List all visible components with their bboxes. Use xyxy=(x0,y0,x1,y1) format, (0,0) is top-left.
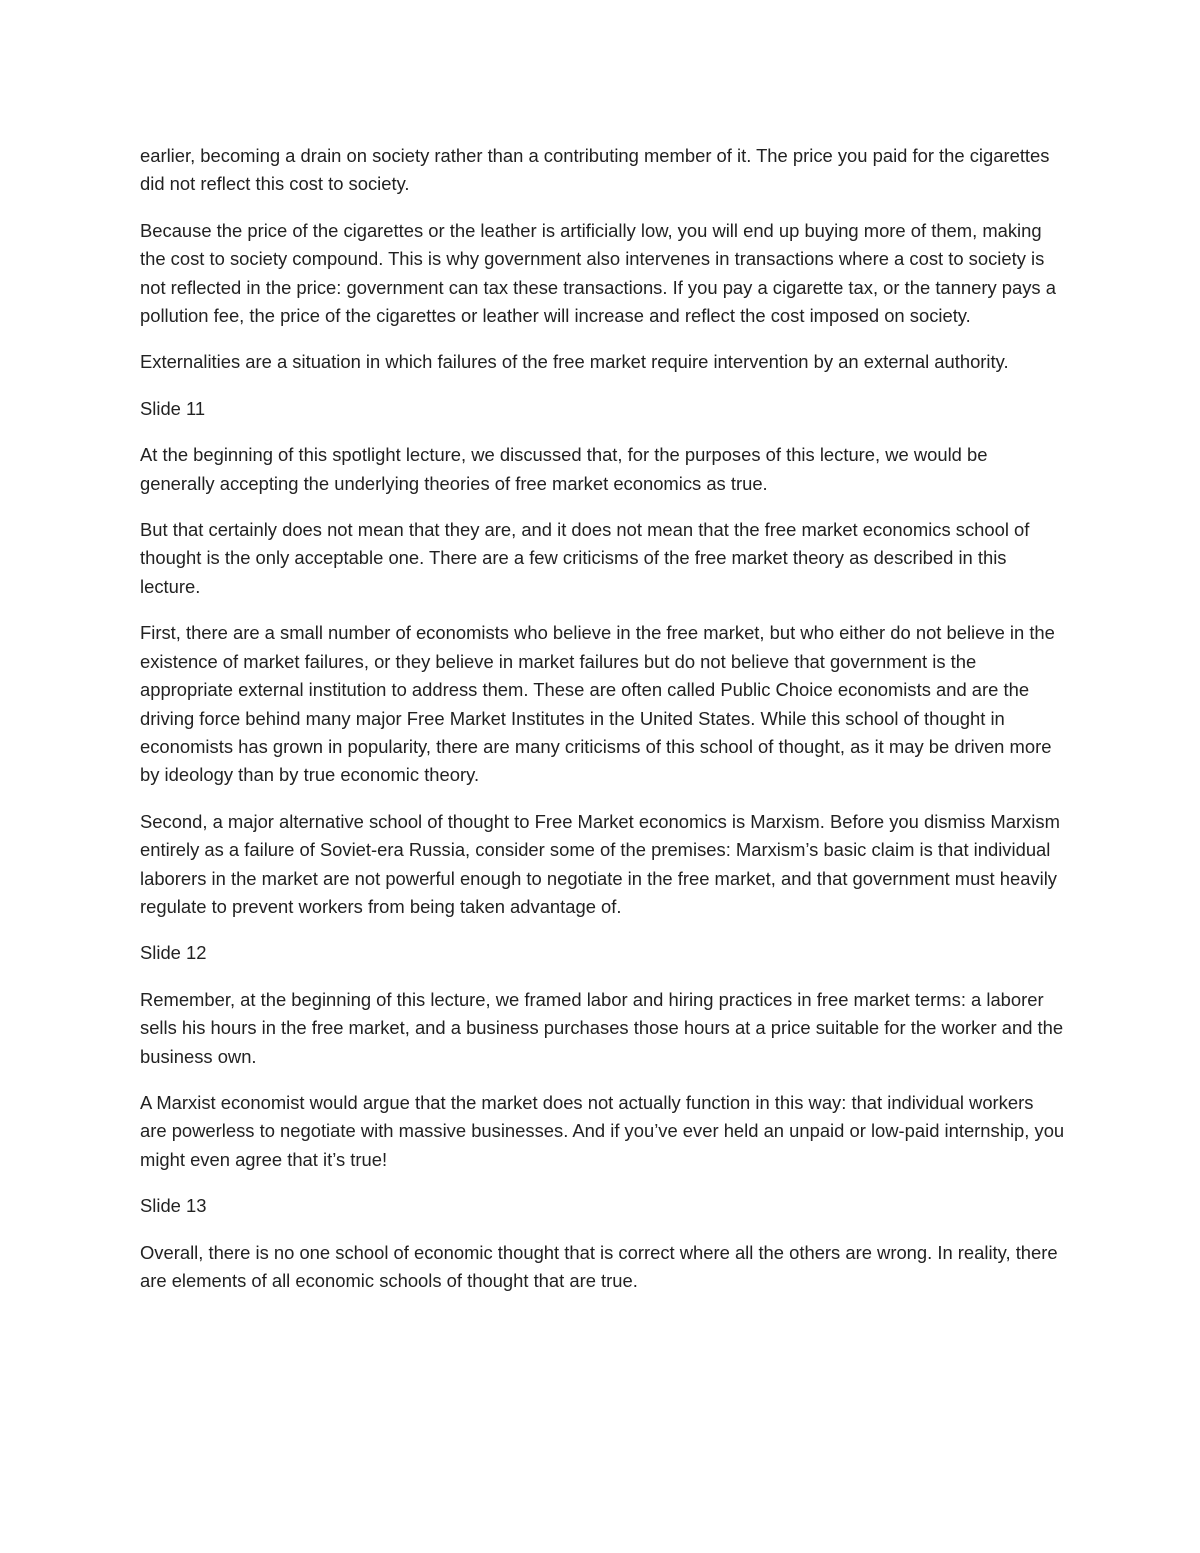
slide-12-heading: Slide 12 xyxy=(140,942,207,964)
document-body xyxy=(140,142,1065,1313)
paragraph-government-tax: Because the price of the cigarettes or the leather is artificially low, you will end up buying more of them, making the cost to society compound. This is why government also intervenes in transactions where a cost to society is not reflected in the price: government can tax these transactions. If you pay a cigarette tax, or the tannery pays a pollution fee, the price of the cigarettes or leather will increase and reflect the cost imposed on society. xyxy=(140,219,1056,327)
slide-13-heading: Slide 13 xyxy=(140,1195,207,1217)
paragraph-free-market-assumption: At the beginning of this spotlight lecture, we discussed that, for the purposes of this lecture, we would be generally accepting the underlying theories of free market economics as true. xyxy=(140,444,988,494)
paragraph-conclusion: Overall, there is no one school of economic thought that is correct where all the others are wrong. In reality, there are elements of all economic schools of thought that are true. xyxy=(140,1241,1058,1291)
paragraph-public-choice: First, there are a small number of economists who believe in the free market, but who either do not believe in the existence of market failures, or they believe in market failures but do not believe that government is the appropriate external institution to address them. These are often called Public Choice economists and are the driving force behind many major Free Market Institutes in the United States. While this school of thought in economists has grown in popularity, there are many criticisms of this school of thought, as it may be driven more by ideology than by true economic theory. xyxy=(140,622,1055,786)
paragraph-labor-market: Remember, at the beginning of this lecture, we framed labor and hiring practices in free market terms: a laborer sells his hours in the free market, and a business purchases those hours at a price suitable for the worker and the business own. xyxy=(140,988,1064,1067)
paragraph-marxism: Second, a major alternative school of thought to Free Market economics is Marxism. Before you dismiss Marxism entirely as a failure of Soviet-era Russia, consider some of the premises: Marxism’s basic claim is that individual laborers in the market are not powerful enough to negotiate in the free market, and that government must heavily regulate to prevent workers from being taken advantage of. xyxy=(140,810,1060,917)
paragraph-marxist-argument: A Marxist economist would argue that the market does not actually function in this way: that individual workers are powerless to negotiate with massive businesses. And if you’ve ever held an unpaid or low-paid internship, you might even agree that it’s true! xyxy=(140,1091,1065,1170)
slide-11-heading: Slide 11 xyxy=(140,397,206,419)
paragraph-externality-cost: earlier, becoming a drain on society rather than a contributing member of it. The price you paid for the cigarettes did not reflect this cost to society. xyxy=(140,145,1050,195)
paragraph-externalities-definition: Externalities are a situation in which failures of the free market require intervention by an external authority. xyxy=(140,351,1009,373)
paragraph-criticisms-intro: But that certainly does not mean that they are, and it does not mean that the free market economics school of thought is the only acceptable one. There are a few criticisms of the free market theory as described in this lecture. xyxy=(140,519,1030,597)
